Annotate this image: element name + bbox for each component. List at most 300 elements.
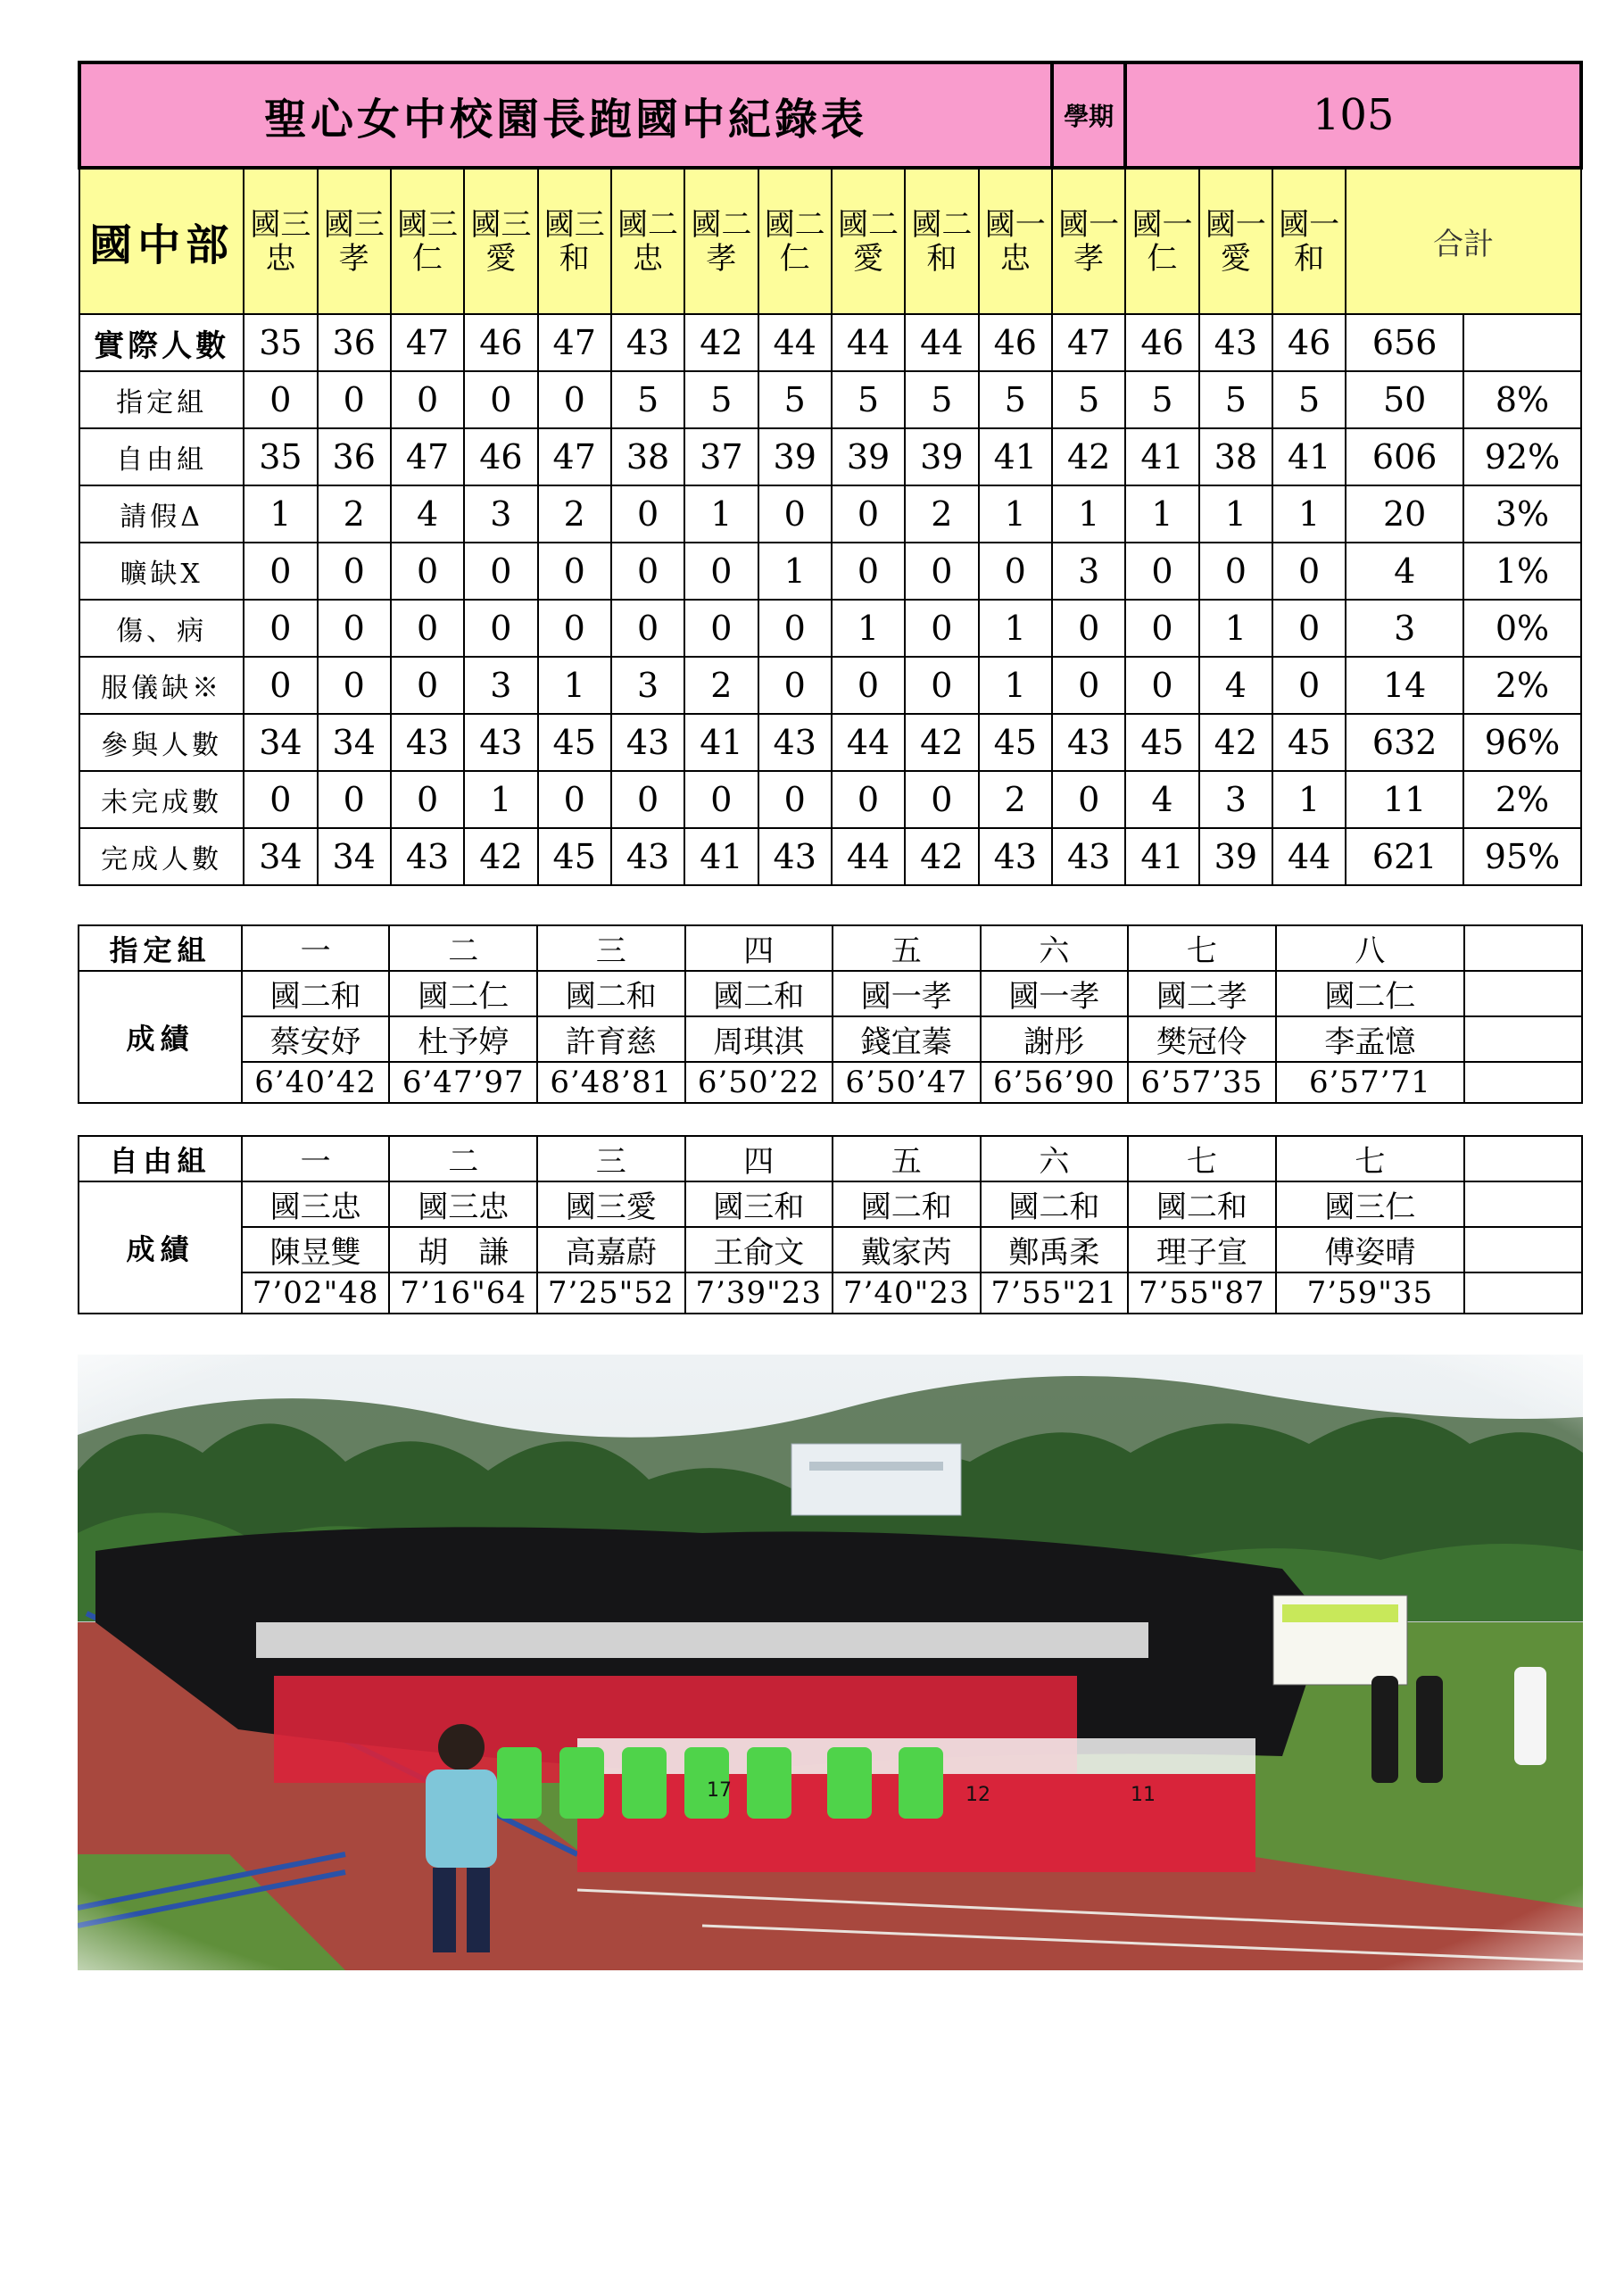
table-cell: 34: [244, 714, 317, 771]
table-cell: 46: [979, 314, 1052, 371]
table-cell: 43: [758, 828, 832, 885]
table-cell: 4: [1199, 657, 1272, 714]
class-header: [464, 168, 537, 314]
class-name: 和: [559, 240, 590, 277]
winner-time: 6’50’22: [685, 1062, 833, 1103]
empty-cell: [1464, 1136, 1582, 1181]
table-cell: 34: [318, 828, 391, 885]
row-label: 自由組: [79, 428, 244, 485]
rank-header: 三: [537, 925, 685, 971]
table-cell: 0: [684, 543, 758, 600]
table-cell: 44: [832, 828, 905, 885]
class-header: [1199, 168, 1272, 314]
winner-time: 7’16"64: [389, 1272, 537, 1314]
winner-time: 6’57’71: [1276, 1062, 1465, 1103]
winner-time: 6’56’90: [981, 1062, 1129, 1103]
term-label: 學期: [1052, 62, 1125, 168]
winner-class: 國二和: [242, 971, 390, 1016]
table-cell: 0: [832, 543, 905, 600]
table-cell: 4: [1125, 771, 1198, 828]
row-total: 632: [1346, 714, 1463, 771]
winner-class: 國二孝: [1128, 971, 1276, 1016]
table-cell: 5: [1272, 371, 1346, 428]
row-percent: 1%: [1463, 543, 1581, 600]
table-cell: 1: [1272, 485, 1346, 543]
winner-name: 李孟憶: [1276, 1016, 1465, 1062]
table-cell: 42: [684, 314, 758, 371]
table-cell: 44: [832, 314, 905, 371]
table-cell: 2: [538, 485, 611, 543]
winner-time: 6’57’35: [1128, 1062, 1276, 1103]
table-cell: 43: [1052, 828, 1125, 885]
table-cell: 34: [318, 714, 391, 771]
table-row: [79, 543, 1581, 600]
free-group-label: 自由組: [79, 1136, 242, 1181]
winner-name: 王俞文: [685, 1227, 833, 1272]
table-cell: 39: [1199, 828, 1272, 885]
table-cell: 1: [1199, 485, 1272, 543]
class-header: [318, 168, 391, 314]
table-cell: 46: [1272, 314, 1346, 371]
free-result-label: 成績: [79, 1181, 242, 1314]
class-grade: 國二: [764, 206, 825, 243]
table-cell: 0: [611, 600, 684, 657]
table-cell: 0: [684, 771, 758, 828]
class-grade: 國二: [911, 206, 973, 243]
table-cell: 47: [538, 428, 611, 485]
class-name: 孝: [338, 240, 369, 277]
class-name: 和: [926, 240, 957, 277]
winner-class: 國二和: [1128, 1181, 1276, 1227]
table-cell: 0: [1052, 771, 1125, 828]
class-name: 忠: [265, 240, 296, 277]
table-cell: 0: [538, 600, 611, 657]
table-cell: 5: [611, 371, 684, 428]
winner-time: 6’47’97: [389, 1062, 537, 1103]
class-grade: 國一: [1131, 206, 1193, 243]
table-cell: 0: [832, 485, 905, 543]
table-cell: 0: [318, 771, 391, 828]
rank-header: 五: [833, 925, 981, 971]
table-cell: 5: [1199, 371, 1272, 428]
rank-header: 三: [537, 1136, 685, 1181]
table-row: [79, 314, 1581, 371]
winner-class: 國二和: [537, 971, 685, 1016]
table-cell: 0: [611, 485, 684, 543]
table-cell: 0: [1125, 600, 1198, 657]
class-grade: 國一: [984, 206, 1046, 243]
row-percent: 3%: [1463, 485, 1581, 543]
table-cell: 41: [1272, 428, 1346, 485]
table-cell: 0: [905, 657, 978, 714]
table-cell: 46: [464, 428, 537, 485]
class-name: 孝: [706, 240, 737, 277]
table-cell: 5: [905, 371, 978, 428]
row-percent: 2%: [1463, 657, 1581, 714]
row-label: 實際人數: [79, 314, 244, 371]
table-cell: 3: [464, 485, 537, 543]
class-name: 愛: [1220, 240, 1251, 277]
class-grade: 國二: [617, 206, 679, 243]
table-cell: 0: [905, 600, 978, 657]
winner-name: 戴家芮: [833, 1227, 981, 1272]
table-cell: 2: [684, 657, 758, 714]
class-name: 和: [1294, 240, 1325, 277]
table-cell: 43: [611, 828, 684, 885]
table-cell: 1: [538, 657, 611, 714]
row-percent: 0%: [1463, 600, 1581, 657]
winner-class: 國二和: [685, 971, 833, 1016]
table-cell: 0: [318, 543, 391, 600]
winner-name: 傅姿晴: [1276, 1227, 1465, 1272]
row-total: 3: [1346, 600, 1463, 657]
table-cell: 0: [391, 543, 464, 600]
table-cell: 39: [758, 428, 832, 485]
row-label: 曠缺X: [79, 543, 244, 600]
empty-cell: [1464, 971, 1582, 1016]
row-total: 621: [1346, 828, 1463, 885]
record-table: [78, 61, 1583, 886]
table-cell: 38: [1199, 428, 1272, 485]
table-row: [79, 657, 1581, 714]
table-cell: 0: [758, 600, 832, 657]
table-cell: 36: [318, 428, 391, 485]
table-cell: 0: [318, 657, 391, 714]
row-total: 656: [1346, 314, 1463, 371]
class-grade: 國一: [1058, 206, 1120, 243]
row-label: 完成人數: [79, 828, 244, 885]
class-grade: 國三: [250, 206, 311, 243]
table-cell: 0: [464, 600, 537, 657]
page-title: 聖心女中校園長跑國中紀錄表: [79, 62, 1052, 168]
winner-time: 7’02"48: [242, 1272, 390, 1314]
table-cell: 1: [1272, 771, 1346, 828]
table-row: [79, 600, 1581, 657]
table-cell: 5: [832, 371, 905, 428]
table-cell: 43: [758, 714, 832, 771]
winner-time: 6’50’47: [833, 1062, 981, 1103]
table-cell: 45: [1272, 714, 1346, 771]
row-label: 參與人數: [79, 714, 244, 771]
winner-time: 7’25"52: [537, 1272, 685, 1314]
table-row: [79, 771, 1581, 828]
table-cell: 0: [611, 771, 684, 828]
class-grade: 國二: [838, 206, 899, 243]
row-total: 11: [1346, 771, 1463, 828]
table-cell: 35: [244, 314, 317, 371]
designated-result-label: 成績: [79, 971, 242, 1103]
winner-name: 蔡安妤: [242, 1016, 390, 1062]
table-cell: 41: [979, 428, 1052, 485]
table-cell: 42: [1199, 714, 1272, 771]
table-cell: 0: [832, 771, 905, 828]
table-cell: 46: [1125, 314, 1198, 371]
table-cell: 0: [318, 600, 391, 657]
class-name: 忠: [633, 240, 664, 277]
table-cell: 45: [979, 714, 1052, 771]
winner-name: 杜予婷: [389, 1016, 537, 1062]
table-cell: 39: [905, 428, 978, 485]
class-header: [244, 168, 317, 314]
class-header: [979, 168, 1052, 314]
class-name: 仁: [1147, 240, 1178, 277]
class-name: 忠: [999, 240, 1031, 277]
table-cell: 5: [1052, 371, 1125, 428]
table-cell: 45: [538, 714, 611, 771]
winner-name: 高嘉蔚: [537, 1227, 685, 1272]
winner-name: 樊冠伶: [1128, 1016, 1276, 1062]
row-total: 20: [1346, 485, 1463, 543]
term-value: 105: [1125, 62, 1581, 168]
department-label: 國中部: [79, 168, 244, 314]
table-cell: 0: [244, 600, 317, 657]
winner-class: 國二和: [833, 1181, 981, 1227]
winner-class: 國三愛: [537, 1181, 685, 1227]
table-cell: 43: [391, 828, 464, 885]
class-name: 仁: [412, 240, 443, 277]
row-label: 指定組: [79, 371, 244, 428]
table-cell: 0: [318, 371, 391, 428]
table-cell: 0: [391, 657, 464, 714]
rank-header: 五: [833, 1136, 981, 1181]
table-cell: 0: [1125, 657, 1198, 714]
winner-name: 謝彤: [981, 1016, 1129, 1062]
rank-header: 二: [389, 1136, 537, 1181]
table-cell: 1: [979, 657, 1052, 714]
table-cell: 3: [464, 657, 537, 714]
row-total: 606: [1346, 428, 1463, 485]
table-cell: 0: [979, 543, 1052, 600]
photo-illustration: [78, 1355, 1583, 1970]
class-header: [611, 168, 684, 314]
row-label: 請假Δ: [79, 485, 244, 543]
winner-name: 鄭禹柔: [981, 1227, 1129, 1272]
table-cell: 42: [905, 714, 978, 771]
table-cell: 0: [758, 485, 832, 543]
table-cell: 34: [244, 828, 317, 885]
winner-name: 許育慈: [537, 1016, 685, 1062]
rank-header: 四: [685, 1136, 833, 1181]
row-percent: 8%: [1463, 371, 1581, 428]
free-results-table: [78, 1135, 1583, 1314]
row-label: 未完成數: [79, 771, 244, 828]
winner-time: 6’40’42: [242, 1062, 390, 1103]
table-cell: 47: [1052, 314, 1125, 371]
table-cell: 2: [905, 485, 978, 543]
table-cell: 1: [1125, 485, 1198, 543]
rank-header: 一: [242, 1136, 390, 1181]
row-percent: 2%: [1463, 771, 1581, 828]
class-header: [832, 168, 905, 314]
table-cell: 44: [905, 314, 978, 371]
winner-time: 7’59"35: [1276, 1272, 1465, 1314]
table-row: [79, 714, 1581, 771]
table-row: [79, 428, 1581, 485]
table-cell: 0: [538, 543, 611, 600]
table-cell: 1: [979, 600, 1052, 657]
table-cell: 37: [684, 428, 758, 485]
table-cell: 41: [684, 714, 758, 771]
table-cell: 43: [611, 314, 684, 371]
table-cell: 3: [611, 657, 684, 714]
class-grade: 國三: [323, 206, 385, 243]
table-cell: 42: [905, 828, 978, 885]
table-cell: 0: [464, 371, 537, 428]
table-cell: 42: [1052, 428, 1125, 485]
table-cell: 36: [318, 314, 391, 371]
table-cell: 3: [1052, 543, 1125, 600]
class-grade: 國一: [1205, 206, 1266, 243]
winner-class: 國三忠: [242, 1181, 390, 1227]
empty-cell: [1464, 1016, 1582, 1062]
empty-cell: [1464, 1181, 1582, 1227]
table-cell: 0: [244, 543, 317, 600]
table-cell: 5: [684, 371, 758, 428]
rank-header: 二: [389, 925, 537, 971]
table-cell: 0: [905, 543, 978, 600]
winner-class: 國三和: [685, 1181, 833, 1227]
class-name: 愛: [853, 240, 884, 277]
winner-class: 國二仁: [389, 971, 537, 1016]
class-header: [905, 168, 978, 314]
winner-class: 國一孝: [981, 971, 1129, 1016]
table-cell: 0: [244, 657, 317, 714]
table-cell: 4: [391, 485, 464, 543]
class-header: [538, 168, 611, 314]
table-cell: 0: [1052, 657, 1125, 714]
table-cell: 1: [1052, 485, 1125, 543]
winner-time: 6’48’81: [537, 1062, 685, 1103]
empty-cell: [1464, 925, 1582, 971]
table-cell: 42: [464, 828, 537, 885]
rank-header: 八: [1276, 925, 1465, 971]
class-grade: 國三: [470, 206, 532, 243]
table-cell: 1: [1199, 600, 1272, 657]
class-header: [758, 168, 832, 314]
table-cell: 5: [758, 371, 832, 428]
class-header: [1272, 168, 1346, 314]
table-cell: 3: [1199, 771, 1272, 828]
table-cell: 1: [979, 485, 1052, 543]
total-header: 合計: [1346, 168, 1581, 314]
rank-header: 六: [981, 925, 1129, 971]
winner-time: 7’55"87: [1128, 1272, 1276, 1314]
table-cell: 2: [979, 771, 1052, 828]
row-percent: [1463, 314, 1581, 371]
row-percent: 95%: [1463, 828, 1581, 885]
class-header: [684, 168, 758, 314]
table-cell: 43: [611, 714, 684, 771]
table-cell: 0: [611, 543, 684, 600]
row-percent: 96%: [1463, 714, 1581, 771]
table-cell: 0: [1052, 600, 1125, 657]
row-total: 4: [1346, 543, 1463, 600]
table-row: [79, 371, 1581, 428]
winner-class: 國三仁: [1276, 1181, 1465, 1227]
table-cell: 0: [464, 543, 537, 600]
winner-name: 陳昱雙: [242, 1227, 390, 1272]
table-cell: 0: [758, 657, 832, 714]
winner-name: 周琪淇: [685, 1016, 833, 1062]
class-grade: 國二: [691, 206, 752, 243]
table-cell: 43: [464, 714, 537, 771]
class-grade: 國三: [543, 206, 605, 243]
rank-header: 一: [242, 925, 390, 971]
class-grade: 國三: [397, 206, 459, 243]
class-header: [1052, 168, 1125, 314]
winner-class: 國一孝: [833, 971, 981, 1016]
winner-time: 7’39"23: [685, 1272, 833, 1314]
empty-cell: [1464, 1062, 1582, 1103]
table-cell: 0: [391, 771, 464, 828]
table-cell: 35: [244, 428, 317, 485]
table-cell: 41: [684, 828, 758, 885]
table-cell: 45: [1125, 714, 1198, 771]
event-photo: [78, 1355, 1583, 1970]
class-header: [391, 168, 464, 314]
winner-name: 胡 謙: [389, 1227, 537, 1272]
rank-header: 七: [1128, 1136, 1276, 1181]
class-name: 仁: [779, 240, 810, 277]
table-cell: 47: [538, 314, 611, 371]
table-cell: 0: [244, 371, 317, 428]
rank-header: 七: [1128, 925, 1276, 971]
table-cell: 38: [611, 428, 684, 485]
table-row: [79, 485, 1581, 543]
class-header: [1125, 168, 1198, 314]
table-cell: 1: [464, 771, 537, 828]
table-cell: 44: [1272, 828, 1346, 885]
rank-header: 七: [1276, 1136, 1465, 1181]
empty-cell: [1464, 1272, 1582, 1314]
table-cell: 47: [391, 428, 464, 485]
winner-class: 國三忠: [389, 1181, 537, 1227]
table-cell: 0: [1272, 600, 1346, 657]
table-cell: 44: [758, 314, 832, 371]
table-cell: 5: [979, 371, 1052, 428]
class-name: 孝: [1073, 240, 1105, 277]
class-name: 愛: [485, 240, 517, 277]
class-grade: 國一: [1279, 206, 1340, 243]
table-cell: 0: [1272, 657, 1346, 714]
winner-time: 7’55"21: [981, 1272, 1129, 1314]
table-cell: 39: [832, 428, 905, 485]
table-row: [79, 828, 1581, 885]
table-cell: 0: [538, 771, 611, 828]
table-cell: 1: [684, 485, 758, 543]
table-cell: 41: [1125, 828, 1198, 885]
table-cell: 1: [832, 600, 905, 657]
table-cell: 45: [538, 828, 611, 885]
row-label: 服儀缺※: [79, 657, 244, 714]
table-cell: 43: [1052, 714, 1125, 771]
empty-cell: [1464, 1227, 1582, 1272]
winner-time: 7’40"23: [833, 1272, 981, 1314]
rank-header: 六: [981, 1136, 1129, 1181]
row-total: 50: [1346, 371, 1463, 428]
winner-class: 國二和: [981, 1181, 1129, 1227]
table-cell: 46: [464, 314, 537, 371]
table-cell: 43: [391, 714, 464, 771]
table-cell: 1: [758, 543, 832, 600]
table-cell: 0: [538, 371, 611, 428]
table-cell: 0: [391, 371, 464, 428]
winner-name: 理子宣: [1128, 1227, 1276, 1272]
table-cell: 1: [244, 485, 317, 543]
table-cell: 0: [832, 657, 905, 714]
rank-header: 四: [685, 925, 833, 971]
row-total: 14: [1346, 657, 1463, 714]
